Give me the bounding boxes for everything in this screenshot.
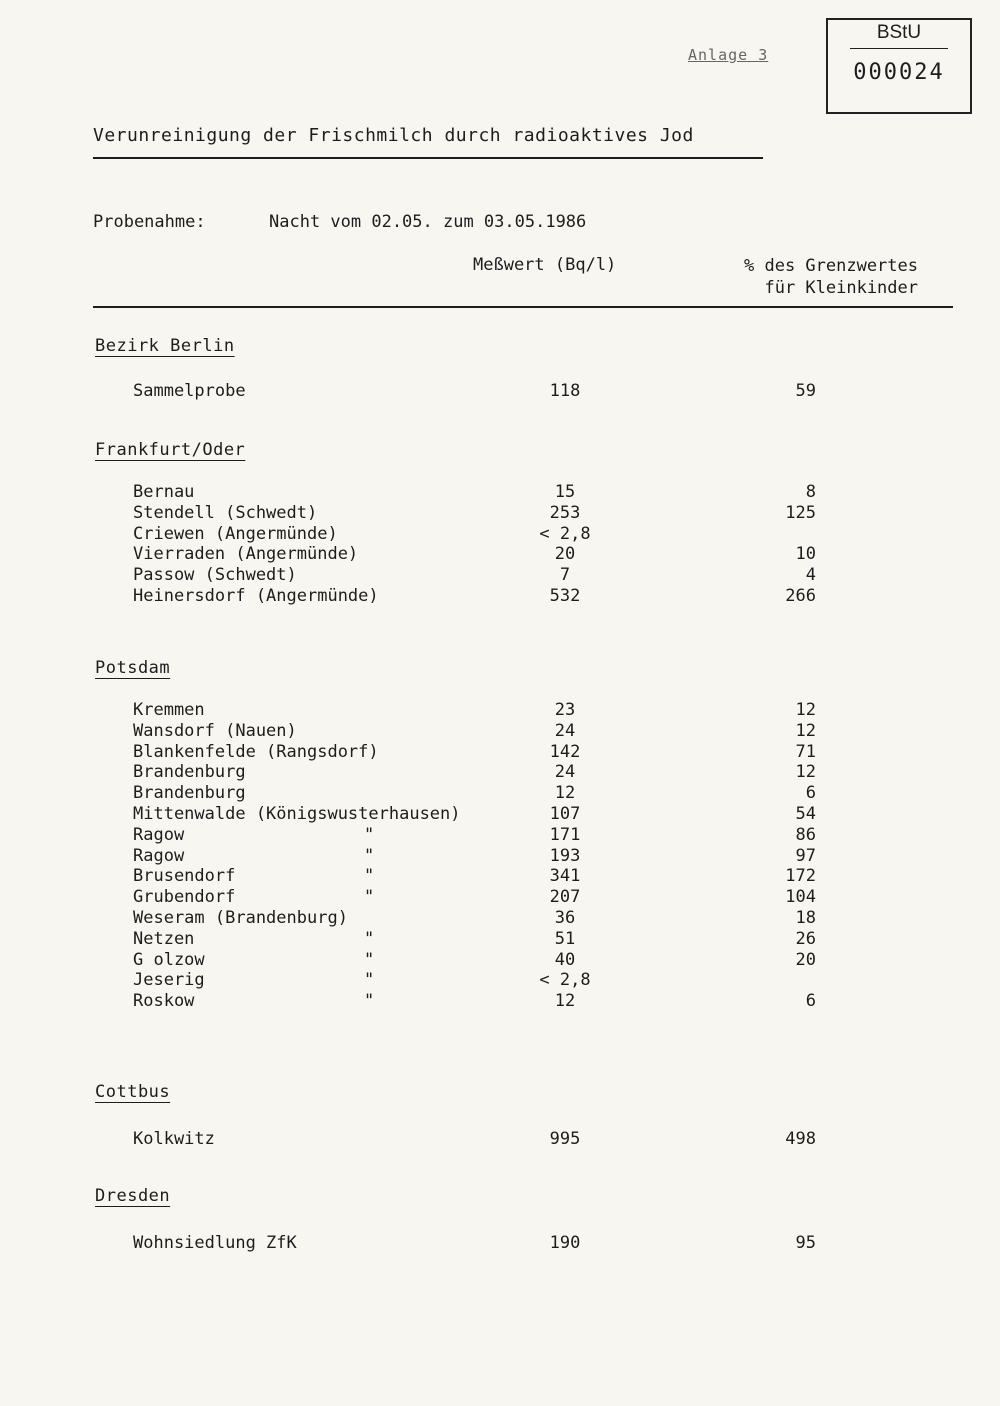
section-title-frankfurt-oder: Frankfurt/Oder (95, 440, 246, 460)
column-header-percent-line1: % des Grenzwertes (744, 256, 918, 276)
table-row (0, 846, 1000, 867)
ditto-mark: " (364, 866, 375, 887)
measured-value: 36 (554, 907, 576, 928)
table-row (0, 1126, 1000, 1152)
section-title-potsdam: Potsdam (95, 658, 171, 678)
percent-of-limit: 266 (785, 585, 816, 606)
sampling-line (93, 212, 586, 232)
document-title: Verunreinigung der Frischmilch durch radioaktives Jod (93, 125, 694, 146)
measured-value: 207 (549, 887, 581, 908)
section-rows-dresden (0, 1230, 1000, 1256)
section-title-berlin: Bezirk Berlin (95, 336, 235, 356)
measured-value: 24 (554, 720, 576, 741)
percent-of-limit: 125 (785, 502, 816, 523)
measured-value: 193 (549, 845, 581, 866)
section-title-dresden: Dresden (95, 1186, 171, 1206)
measured-value: < 2,8 (539, 970, 591, 991)
site-name: Netzen (133, 928, 195, 949)
table-row (0, 721, 1000, 742)
site-name: Heinersdorf (Angermünde) (133, 585, 379, 606)
site-name: Weseram (Brandenburg) (133, 907, 348, 928)
measured-value: 7 (559, 565, 571, 586)
header-rule (93, 306, 953, 308)
table-row (0, 565, 1000, 586)
measured-value: 23 (554, 700, 576, 720)
table-row (0, 482, 1000, 503)
site-name: Sammelprobe (133, 381, 246, 401)
site-name: Wansdorf (Nauen) (133, 720, 297, 741)
site-name: Grubendorf (133, 887, 236, 908)
site-name: Blankenfelde (Rangsdorf) (133, 741, 379, 762)
percent-of-limit: 86 (795, 824, 816, 845)
measured-value: 12 (554, 783, 576, 804)
percent-of-limit: 104 (785, 887, 816, 908)
stamp-agency: BStU (876, 22, 922, 43)
percent-of-limit: 54 (795, 803, 816, 824)
site-name: Brandenburg (133, 762, 246, 783)
measured-value: 51 (554, 928, 576, 949)
percent-of-limit: 498 (785, 1129, 816, 1149)
table-row (0, 586, 1000, 607)
measured-value: 995 (549, 1129, 581, 1149)
percent-of-limit: 6 (805, 783, 816, 804)
measured-value: 107 (549, 803, 581, 824)
measured-value: 532 (549, 585, 581, 606)
measured-value: 15 (554, 482, 576, 502)
ditto-mark: " (364, 845, 375, 866)
ditto-mark: " (364, 949, 375, 970)
section-rows-potsdam (0, 700, 1000, 1012)
table-row (0, 908, 1000, 929)
table-row (0, 700, 1000, 721)
measured-value: 341 (549, 866, 581, 887)
table-row (0, 378, 1000, 404)
stamp-divider (850, 48, 948, 49)
column-header-percent (744, 255, 918, 299)
measured-value: 20 (554, 544, 576, 565)
table-row (0, 991, 1000, 1012)
section-title-cottbus: Cottbus (95, 1082, 171, 1102)
ditto-mark: " (364, 991, 375, 1012)
site-name: Kremmen (133, 700, 205, 720)
percent-of-limit: 12 (795, 720, 816, 741)
site-name: G olzow (133, 949, 205, 970)
site-name: Stendell (Schwedt) (133, 502, 318, 523)
table-row (0, 866, 1000, 887)
table-row (0, 742, 1000, 763)
percent-of-limit: 18 (795, 907, 816, 928)
table-row (0, 804, 1000, 825)
archive-stamp (826, 18, 972, 114)
sampling-text: Nacht vom 02.05. zum 03.05.1986 (269, 212, 587, 232)
percent-of-limit: 12 (795, 762, 816, 783)
percent-of-limit: 12 (795, 700, 816, 720)
section-rows-frankfurt-oder (0, 482, 1000, 607)
percent-of-limit: 59 (795, 381, 816, 401)
measured-value: 40 (554, 949, 576, 970)
percent-of-limit: 97 (795, 845, 816, 866)
percent-of-limit: 10 (795, 544, 816, 565)
measured-value: 253 (549, 502, 581, 523)
percent-of-limit: 71 (795, 741, 816, 762)
site-name: Passow (Schwedt) (133, 565, 297, 586)
site-name: Criewen (Angermünde) (133, 523, 338, 544)
site-name: Brusendorf (133, 866, 236, 887)
measured-value: 118 (549, 381, 581, 401)
site-name: Wohnsiedlung ZfK (133, 1233, 297, 1253)
table-row (0, 970, 1000, 991)
table-row (0, 929, 1000, 950)
percent-of-limit: 4 (805, 565, 816, 586)
column-header-measurement: Meßwert (Bq/l) (473, 255, 617, 275)
table-row (0, 887, 1000, 908)
measured-value: 142 (549, 741, 581, 762)
ditto-mark: " (364, 824, 375, 845)
table-row (0, 825, 1000, 846)
percent-of-limit: 8 (805, 482, 816, 502)
measured-value: 24 (554, 762, 576, 783)
percent-of-limit: 6 (805, 991, 816, 1012)
table-row (0, 1230, 1000, 1256)
percent-of-limit: 26 (795, 928, 816, 949)
ditto-mark: " (364, 887, 375, 908)
measured-value: 12 (554, 991, 576, 1012)
site-name: Ragow (133, 845, 185, 866)
table-row (0, 503, 1000, 524)
ditto-mark: " (364, 970, 375, 991)
table-row (0, 544, 1000, 565)
column-header-percent-line2: für Kleinkinder (764, 278, 918, 298)
site-name: Kolkwitz (133, 1129, 215, 1149)
title-underline (93, 157, 763, 159)
table-row (0, 950, 1000, 971)
site-name: Roskow (133, 991, 195, 1012)
sampling-label: Probenahme: (93, 212, 206, 232)
site-name: Vierraden (Angermünde) (133, 544, 359, 565)
section-rows-cottbus (0, 1126, 1000, 1152)
ditto-mark: " (364, 928, 375, 949)
site-name: Brandenburg (133, 783, 246, 804)
percent-of-limit: 20 (795, 949, 816, 970)
section-rows-berlin (0, 378, 1000, 404)
table-row (0, 783, 1000, 804)
stamp-number: 000024 (853, 60, 945, 85)
table-row (0, 524, 1000, 545)
percent-of-limit: 172 (785, 866, 816, 887)
table-row (0, 762, 1000, 783)
annex-label: Anlage 3 (688, 46, 769, 64)
site-name: Mittenwalde (Königswusterhausen) (133, 803, 461, 824)
percent-of-limit: 95 (795, 1233, 816, 1253)
measured-value: 190 (549, 1233, 581, 1253)
site-name: Jeserig (133, 970, 205, 991)
measured-value: 171 (549, 824, 581, 845)
measured-value: < 2,8 (539, 523, 591, 544)
site-name: Ragow (133, 824, 185, 845)
site-name: Bernau (133, 482, 195, 502)
